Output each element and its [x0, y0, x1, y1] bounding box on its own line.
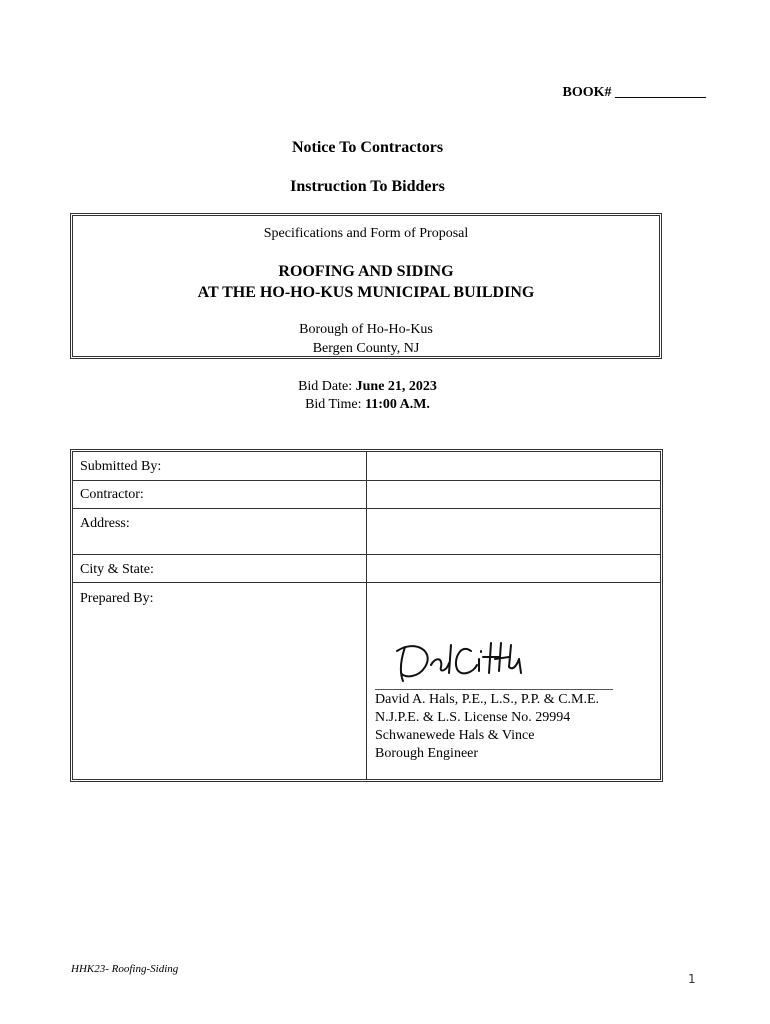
- prepared-by-label: Prepared By:: [80, 591, 154, 606]
- borough-name: Borough of Ho-Ho-Kus: [299, 322, 433, 337]
- project-title-line1: ROOFING AND SIDING: [278, 263, 454, 280]
- engineer-firm: Schwanewede Hals & Vince: [375, 728, 535, 743]
- bid-date: [0, 378, 735, 396]
- submitted-by-field[interactable]: [367, 452, 660, 480]
- engineer-license: N.J.P.E. & L.S. License No. 29994: [375, 710, 571, 725]
- bid-time-value: 11:00 A.M.: [364, 397, 430, 412]
- instruction-to-bidders-heading: Instruction To Bidders: [290, 178, 445, 195]
- engineer-signature: [391, 637, 541, 687]
- contractor-field[interactable]: [367, 481, 660, 508]
- project-title: [73, 261, 659, 303]
- address-field[interactable]: [367, 509, 660, 554]
- engineer-name: David A. Hals, P.E., L.S., P.P. & C.M.E.: [375, 692, 600, 707]
- row-divider: [73, 582, 660, 583]
- county-name: Bergen County, NJ: [312, 341, 420, 356]
- project-location: [73, 320, 659, 358]
- notice-to-contractors-heading: Notice To Contractors: [291, 139, 444, 156]
- project-title-line2: AT THE HO-HO-KUS MUNICIPAL BUILDING: [197, 284, 535, 301]
- engineer-block: [375, 691, 599, 763]
- signature-line: [375, 689, 613, 690]
- address-label: Address:: [80, 516, 130, 531]
- bid-time-label: Bid Time:: [305, 397, 362, 412]
- bid-date-label: Bid Date:: [298, 379, 353, 394]
- bidder-info-table: [70, 449, 663, 782]
- bid-date-value: June 21, 2023: [355, 379, 437, 394]
- city-state-label: City & State:: [80, 562, 154, 577]
- book-number-label: BOOK# _____________: [562, 85, 706, 100]
- bid-info: [0, 378, 735, 414]
- bid-time: [0, 396, 735, 414]
- contractor-label: Contractor:: [80, 487, 144, 502]
- submitted-by-label: Submitted By:: [80, 459, 162, 474]
- engineer-title: Borough Engineer: [375, 746, 479, 761]
- spec-subtitle: Specifications and Form of Proposal: [263, 226, 469, 241]
- city-state-field[interactable]: [367, 555, 660, 582]
- page-number: 1: [688, 972, 696, 986]
- document-code: HHK23- Roofing-Siding: [71, 963, 179, 975]
- specifications-box: [70, 213, 662, 359]
